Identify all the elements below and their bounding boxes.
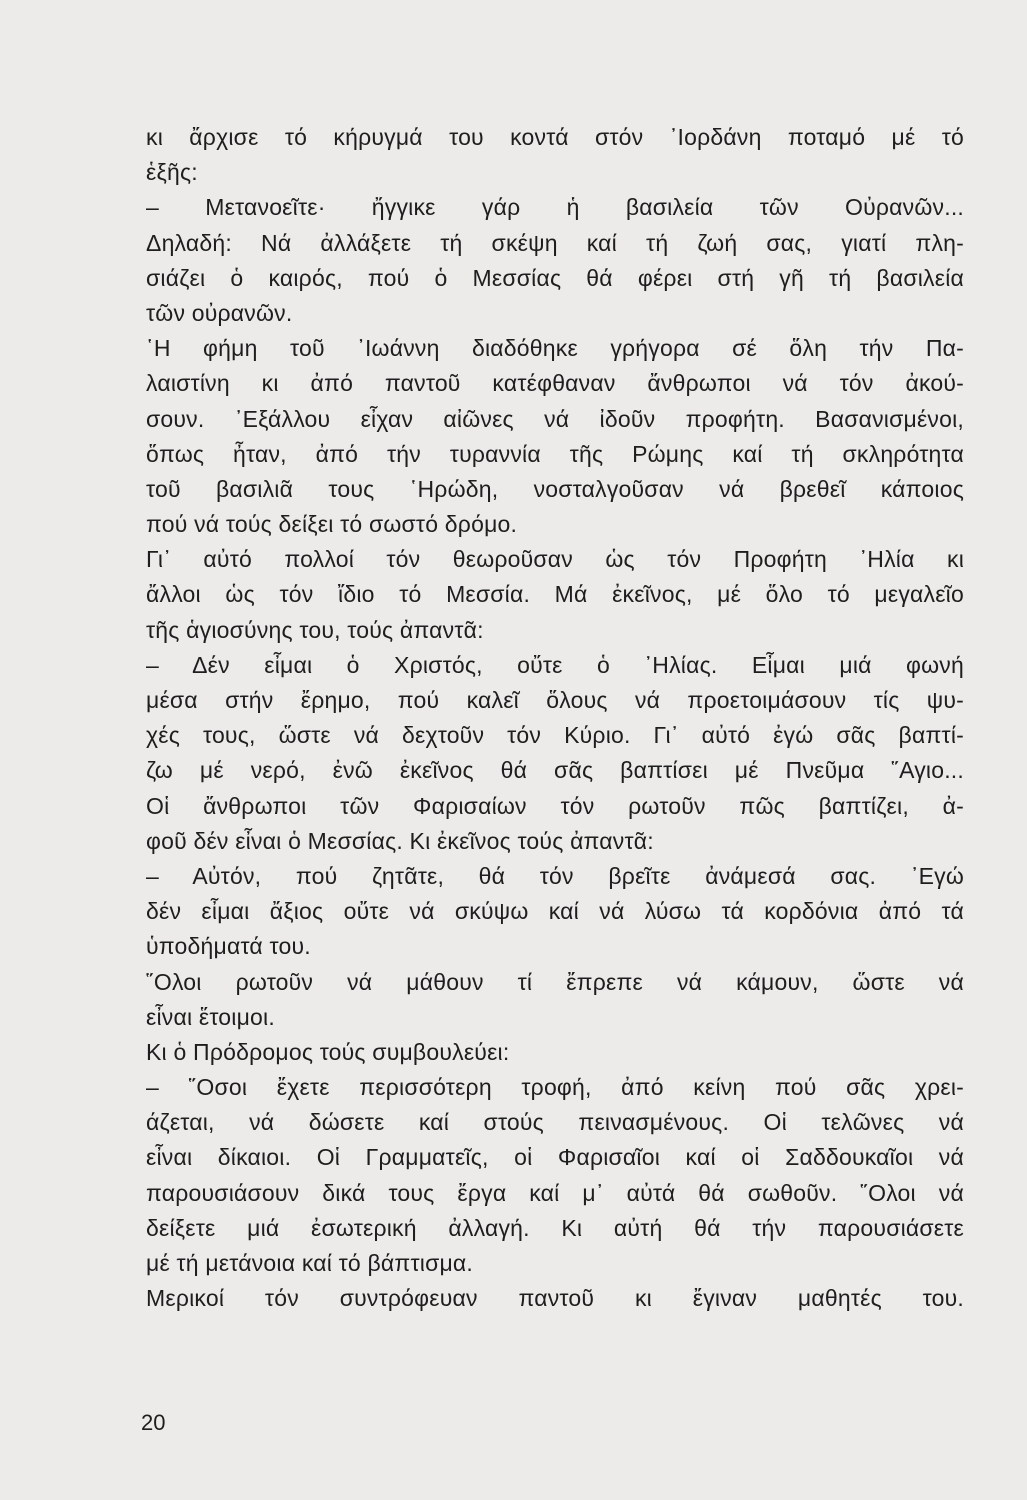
text-line: – Μετανοεῖτε· ἤγγικε γάρ ἡ βασιλεία τῶν Οὐρανῶν... [146,194,964,221]
text-line: δέν εἶμαι ἄξιος οὔτε νά σκύψω καί νά λύσω τά κορδόνια ἀπό τά [146,898,964,925]
text-line: εἶναι ἕτοιμοι. [146,1003,275,1030]
text-line: Μερικοί τόν συντρόφευαν παντοῦ κι ἔγιναν μαθητές του. [146,1285,964,1312]
text-line: χές τους, ὥστε νά δεχτοῦν τόν Κύριο. Γι᾽ αὐτό ἐγώ σᾶς βαπτί- [146,722,964,749]
text-line: ὑποδήματά του. [146,933,311,960]
text-line: μέσα στήν ἔρημο, πού καλεῖ ὅλους νά προετοιμάσουν τίς ψυ- [146,687,964,713]
text-line: Γι᾽ αὐτό πολλοί τόν θεωροῦσαν ὡς τόν Προφήτη ᾽Ηλία κι [146,546,964,573]
body-text [146,120,964,1316]
text-line: σουν. ᾽Εξάλλου εἶχαν αἰῶνες νά ἰδοῦν προφήτη. Βασανισμένοι, [146,405,964,432]
text-line: Δηλαδή: Νά ἀλλάξετε τή σκέψη καί τή ζωή σας, γιατί πλη- [146,229,964,256]
text-line: – Αὐτόν, πού ζητᾶτε, θά τόν βρεῖτε ἀνάμεσά σας. ᾽Εγώ [146,862,964,889]
text-line: φοῦ δέν εἶναι ὁ Μεσσίας. Κι ἐκεῖνος τούς ἀπαντᾶ: [146,827,654,854]
text-line: δείξετε μιά ἐσωτερική ἀλλαγή. Κι αὐτή θά τήν παρουσιάσετε [146,1214,964,1241]
text-line: λαιστίνη κι ἀπό παντοῦ κατέφθαναν ἄνθρωποι νά τόν ἀκού- [146,370,964,397]
text-line: σιάζει ὁ καιρός, πού ὁ Μεσσίας θά φέρει στή γῆ τή βασιλεία [146,264,964,291]
text-line: ἄλλοι ὡς τόν ἴδιο τό Μεσσία. Μά ἐκεῖνος, μέ ὅλο τό μεγαλεῖο [146,581,964,608]
text-line: πού νά τούς δείξει τό σωστό δρόμο. [146,511,518,538]
text-line: μέ τή μετάνοια καί τό βάπτισμα. [146,1250,474,1276]
text-line: παρουσιάσουν δικά τους ἔργα καί μ᾽ αὐτά θά σωθοῦν. ῞Ολοι νά [146,1179,964,1206]
text-line: τῶν οὐρανῶν. [146,299,293,326]
text-line: ῞Ολοι ρωτοῦν νά μάθουν τί ἔπρεπε νά κάμουν, ὥστε νά [146,968,964,995]
text-line: ζω μέ νερό, ἐνῶ ἐκεῖνος θά σᾶς βαπτίσει μέ Πνεῦμα ῞Αγιο... [146,757,964,784]
text-line: τοῦ βασιλιᾶ τους ῾Ηρώδη, νοσταλγοῦσαν νά βρεθεῖ κάποιος [146,475,964,502]
text-line: ῾Η φήμη τοῦ ᾽Ιωάννη διαδόθηκε γρήγορα σέ ὅλη τήν Πα- [146,335,964,362]
text-line: ὅπως ἦταν, ἀπό τήν τυραννία τῆς Ρώμης καί τή σκληρότητα [146,440,964,467]
text-line: εἶναι δίκαιοι. Οἱ Γραμματεῖς, οἱ Φαρισαῖοι καί οἱ Σαδδουκαῖοι νά [146,1144,964,1171]
text-line: Κι ὁ Πρόδρομος τούς συμβουλεύει: [146,1038,510,1065]
text-line: άζεται, νά δώσετε καί στούς πεινασμένους. Οἱ τελῶνες νά [146,1109,964,1136]
text-line: ἑξῆς: [146,159,198,186]
text-line: κι ἄρχισε τό κήρυγμά του κοντά στόν ᾽Ιορδάνη ποταμό μέ τό [146,124,964,150]
text-line: Οἱ ἄνθρωποι τῶν Φαρισαίων τόν ρωτοῦν πῶς βαπτίζει, ἀ- [146,792,964,819]
text-line: τῆς ἁγιοσύνης του, τούς ἀπαντᾶ: [146,616,484,643]
text-line: – ῞Οσοι ἔχετε περισσότερη τροφή, ἀπό κείνη πού σᾶς χρει- [146,1074,964,1101]
text-line: – Δέν εἶμαι ὁ Χριστός, οὔτε ὁ ᾽Ηλίας. Εἶμαι μιά φωνή [146,651,964,678]
page-number: 20 [141,1410,166,1435]
